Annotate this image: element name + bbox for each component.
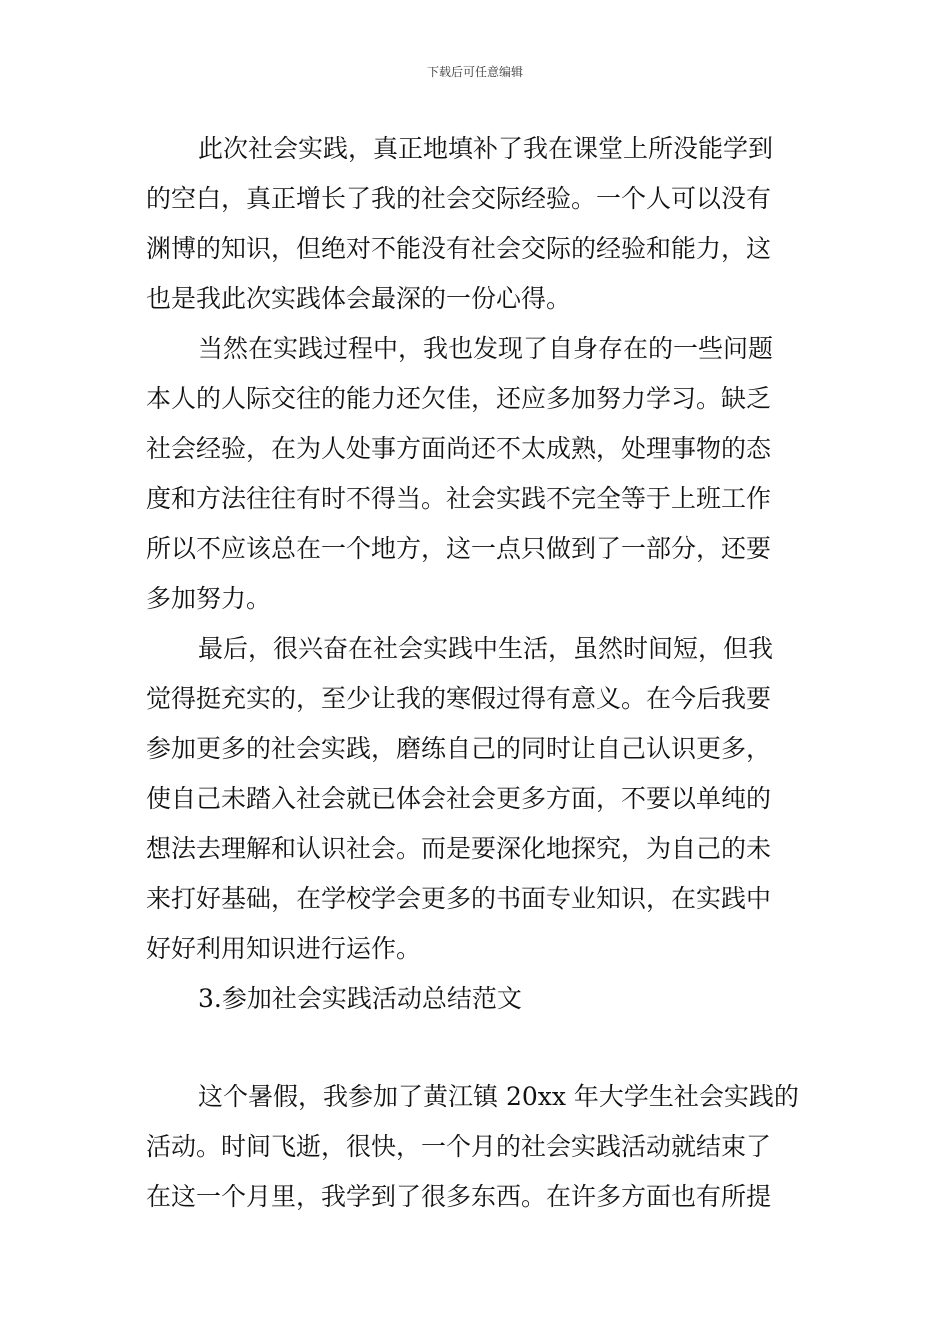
text-line: 度和方法往往有时不得当。社会实践不完全等于上班工作 — [146, 484, 772, 513]
text-line: 想法去理解和认识社会。而是要深化地探究，为自己的未 — [146, 834, 772, 863]
text-line: 本人的人际交往的能力还欠佳，还应多加努力学习。缺乏 — [146, 384, 772, 413]
text-line: 来打好基础，在学校学会更多的书面专业知识，在实践中 — [146, 884, 772, 913]
text-line: 所以不应该总在一个地方，这一点只做到了一部分，还要 — [146, 534, 772, 563]
text-line: 活动。时间飞逝，很快，一个月的社会实践活动就结束了 — [146, 1132, 772, 1161]
text-line: 最后，很兴奋在社会实践中生活，虽然时间短，但我 — [198, 634, 774, 663]
page-header: 下载后可任意编辑 — [426, 65, 523, 79]
text-line: 社会经验，在为人处事方面尚还不太成熟，处理事物的态 — [146, 434, 772, 463]
text-line: 也是我此次实践体会最深的一份心得。 — [146, 284, 572, 313]
text-line: 当然在实践过程中，我也发现了自身存在的一些问题 — [198, 334, 774, 363]
text-line: 的空白，真正增长了我的社会交际经验。一个人可以没有 — [146, 184, 772, 213]
text-line: 在这一个月里，我学到了很多东西。在许多方面也有所提 — [146, 1182, 772, 1211]
section-heading: 3.参加社会实践活动总结范文 — [198, 984, 522, 1013]
text-line: 多加努力。 — [146, 584, 272, 613]
text-line: 这个暑假，我参加了黄江镇 20xx 年大学生社会实践的 — [198, 1082, 799, 1111]
text-line: 参加更多的社会实践，磨练自己的同时让自己认识更多， — [146, 734, 772, 763]
text-line: 觉得挺充实的，至少让我的寒假过得有意义。在今后我要 — [146, 684, 772, 713]
text-line: 好好利用知识进行运作。 — [146, 934, 422, 963]
text-line: 使自己未踏入社会就已体会社会更多方面，不要以单纯的 — [146, 784, 772, 813]
text-line: 此次社会实践，真正地填补了我在课堂上所没能学到 — [198, 134, 774, 163]
text-line: 渊博的知识，但绝对不能没有社会交际的经验和能力，这 — [146, 234, 772, 263]
